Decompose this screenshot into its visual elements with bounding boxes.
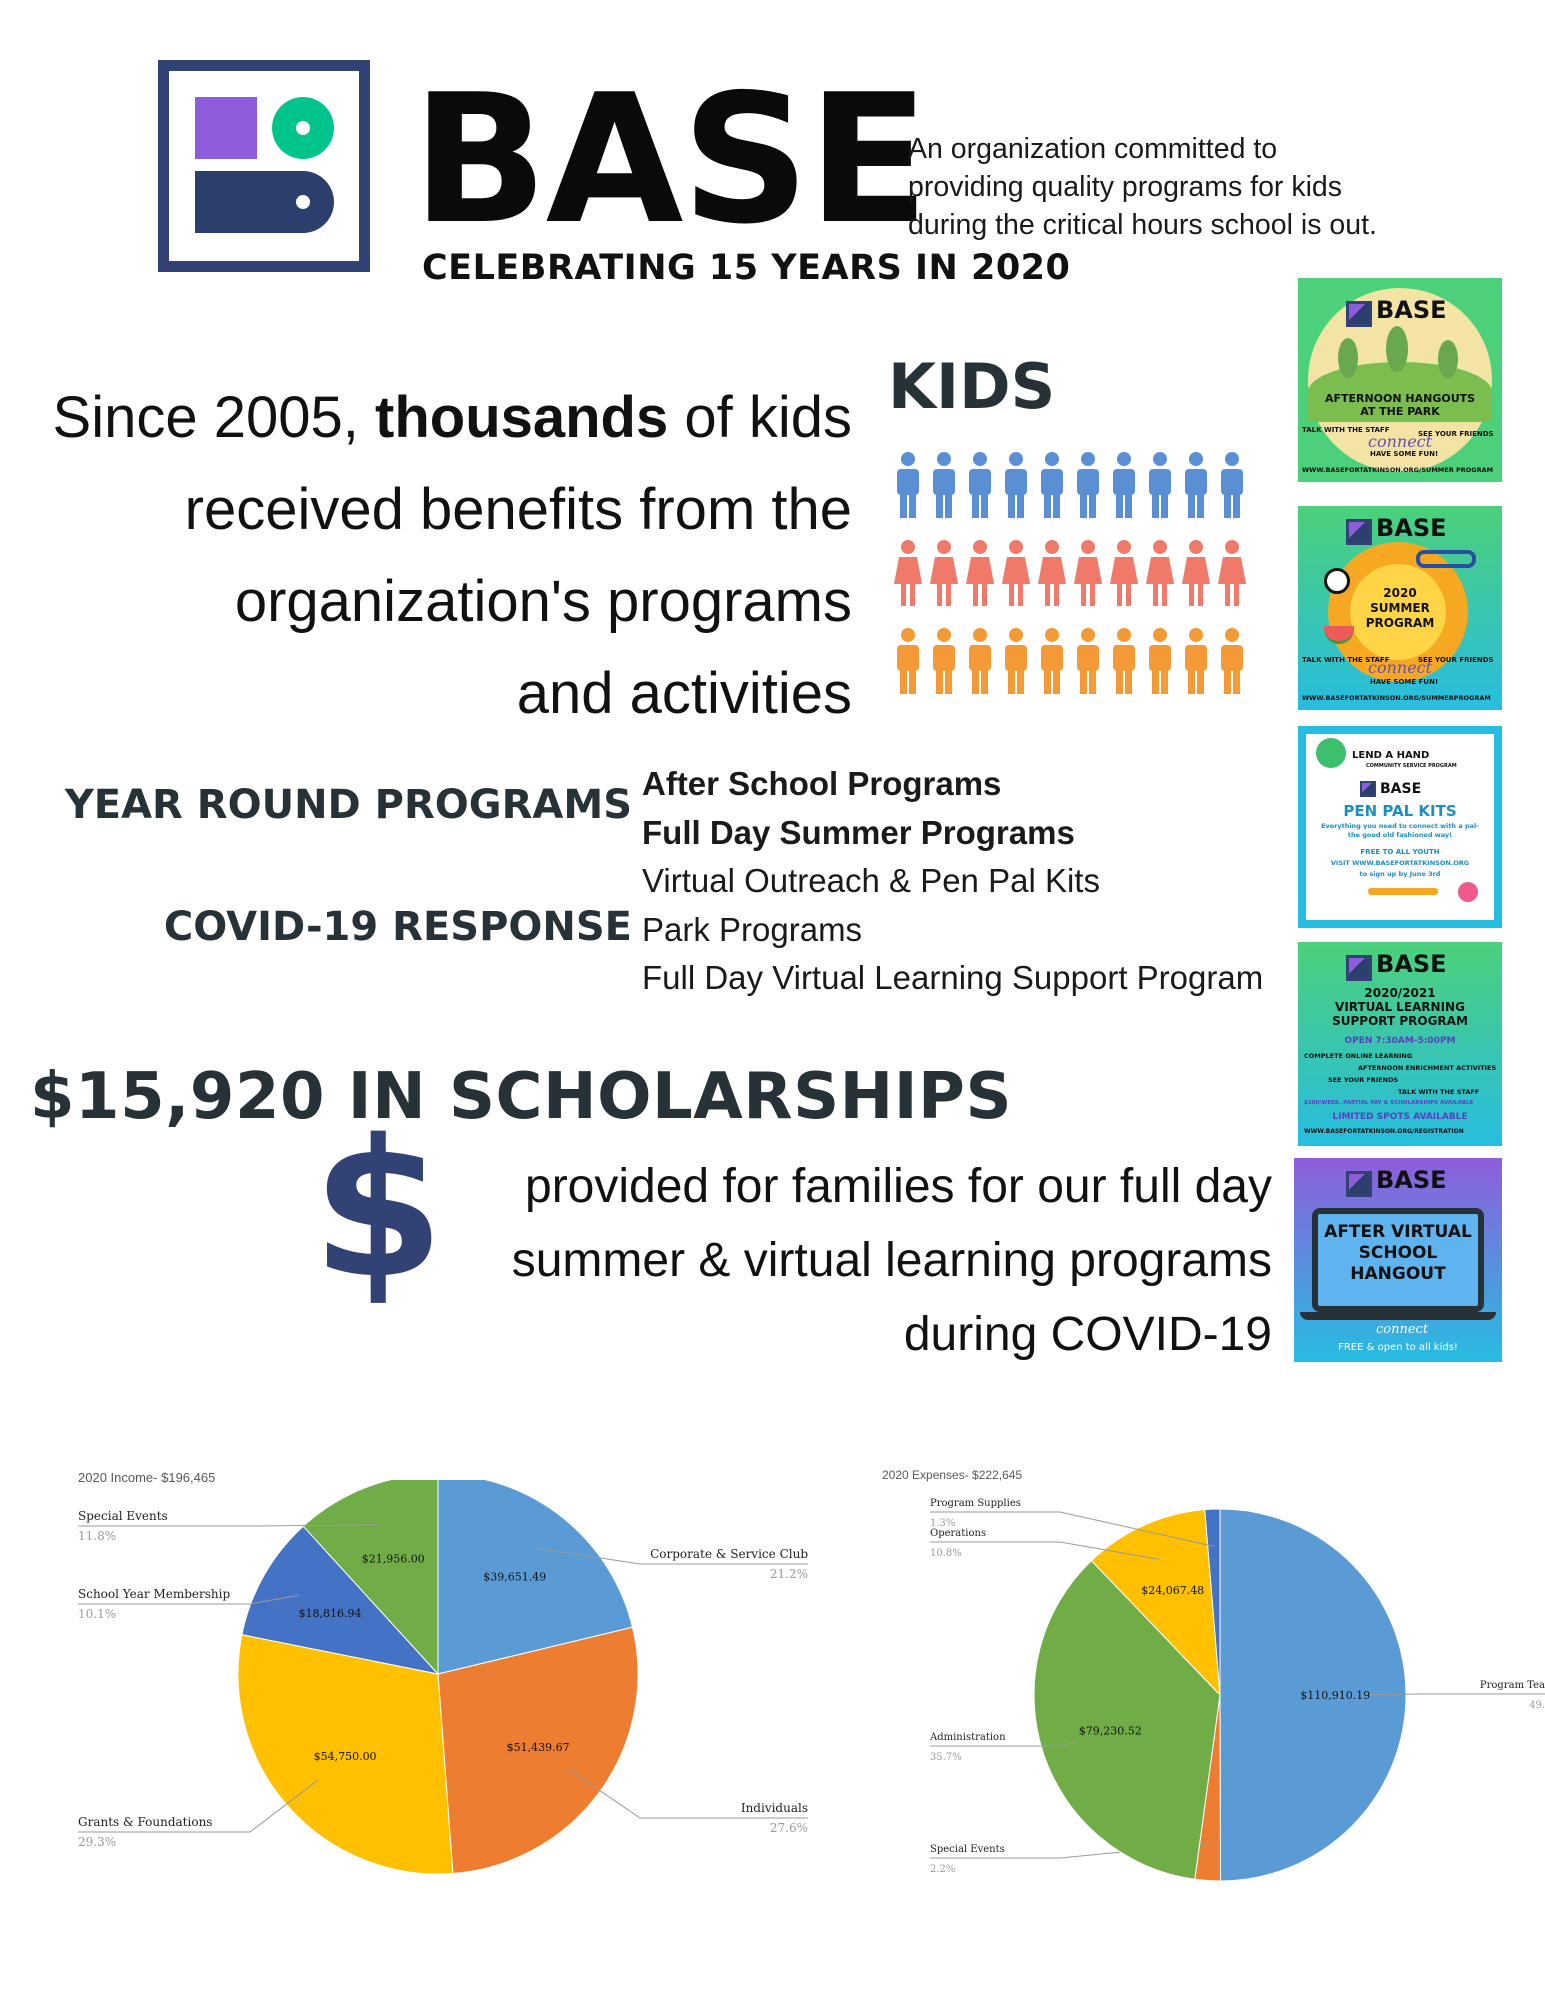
tagline-line: during the critical hours school is out.: [908, 209, 1377, 241]
kids-title: KIDS: [888, 350, 1056, 423]
celebrating-banner: CELEBRATING 15 YEARS IN 2020: [422, 248, 1071, 288]
brand-name: BASE: [412, 56, 928, 263]
boy-figure-icon: [1221, 628, 1243, 694]
park-talk: TALK WITH THE STAFF: [1302, 426, 1390, 434]
park-title-line2: AT THE PARK: [1360, 405, 1440, 418]
park-url: WWW.BASEFORTATKINSON.ORG/SUMMER PROGRAM: [1302, 466, 1494, 474]
hangout-title-line3: HANGOUT: [1350, 1264, 1446, 1284]
kids-statement-line3: organization's programs: [234, 569, 852, 634]
program-item: After School Programs: [642, 765, 1002, 802]
penpal-signup: to sign up by June 3rd: [1359, 870, 1441, 878]
boy-figure-icon: [1185, 628, 1207, 694]
pie-value-label: $39,651.49: [483, 1570, 547, 1584]
penpal-sub: Everything you need to connect with a pal- the good old fashioned way!: [1321, 822, 1479, 839]
hand-icon: [1316, 738, 1346, 768]
tree-icon: [1338, 338, 1358, 378]
boy-figure-icon: [1185, 452, 1207, 518]
virtual-line: LIMITED SPOTS AVAILABLE: [1332, 1112, 1468, 1122]
hangout-free: FREE & open to all kids!: [1338, 1342, 1458, 1353]
kids-statement-prefix: Since 2005,: [52, 385, 376, 450]
virtual-line: AFTERNOON ENRICHMENT ACTIVITIES: [1358, 1064, 1497, 1072]
boy-figure-icon: [1113, 452, 1135, 518]
thumb-brand: [1346, 1166, 1447, 1197]
girl-figure-icon: [1038, 540, 1066, 606]
logo: [158, 60, 370, 272]
hangout-title-line2: SCHOOL: [1358, 1243, 1438, 1263]
tagline-line: An organization committed to: [908, 133, 1278, 165]
scholarships-line: provided for families for our full day: [525, 1160, 1272, 1213]
pie-category-label: Special Events: [78, 1509, 168, 1523]
pie-percent-label: 1.3%: [930, 1518, 956, 1529]
virtual-url: WWW.BASEFORTATKINSON.ORG/REGISTRATION: [1304, 1128, 1464, 1135]
thumb-summer-program: [1298, 506, 1502, 710]
park-connect: connect: [1368, 432, 1433, 451]
virtual-title-line3: SUPPORT PROGRAM: [1332, 1014, 1468, 1028]
summer-title-line3: PROGRAM: [1365, 616, 1435, 630]
pie-category-label: Grants & Foundations: [78, 1815, 213, 1829]
pie-percent-label: 21.2%: [769, 1567, 808, 1581]
thumb-brand: [1346, 514, 1447, 545]
virtual-line: SEE YOUR FRIENDS: [1328, 1076, 1399, 1084]
park-title-line1: AFTERNOON HANGOUTS: [1324, 392, 1476, 405]
pencil-icon: [1368, 888, 1438, 895]
mini-logo-icon: [1346, 1171, 1372, 1197]
thumb-after-virtual-hangout: [1294, 1158, 1502, 1362]
expenses-chart-title: 2020 Expenses- $222,645: [882, 1468, 1023, 1482]
pie-category-label: Operations: [930, 1528, 987, 1539]
pie-percent-label: 49.: [1529, 1700, 1545, 1711]
program-item: Park Programs: [642, 910, 863, 948]
income-pie-chart: [0, 1480, 820, 1920]
program-item: Full Day Summer Programs: [642, 813, 1075, 851]
thumb-brand-text: BASE: [1376, 296, 1447, 324]
penpal-lend-sub: COMMUNITY SERVICE PROGRAM: [1366, 763, 1457, 769]
thumb-brand: [1346, 950, 1447, 981]
tree-icon: [1386, 326, 1408, 372]
logo-navy-dot: [296, 195, 310, 209]
tagline: [908, 130, 1428, 244]
pie-percent-label: 29.3%: [78, 1835, 117, 1849]
boy-figure-icon: [933, 628, 955, 694]
boy-figure-icon: [1077, 452, 1099, 518]
scholarships-line: summer & virtual learning programs: [511, 1234, 1272, 1287]
girl-figure-icon: [1074, 540, 1102, 606]
program-item: Virtual Outreach & Pen Pal Kits: [642, 862, 1100, 899]
hangout-title: [1294, 1222, 1502, 1285]
kids-row-coral: [890, 540, 1250, 608]
summer-see: SEE YOUR FRIENDS: [1418, 656, 1494, 664]
pie-leader-line: [1369, 1694, 1545, 1695]
thumb-brand-text: BASE: [1376, 514, 1447, 542]
mini-logo-icon: [1346, 519, 1372, 545]
heart-icon: [1458, 882, 1478, 902]
pie-percent-label: 2.2%: [930, 1864, 956, 1875]
girl-figure-icon: [1182, 540, 1210, 606]
laptop-base: [1300, 1312, 1496, 1320]
pie-value-label: $110,910.19: [1300, 1688, 1371, 1702]
summer-talk: TALK WITH THE STAFF: [1302, 656, 1390, 664]
mini-logo-icon: [1346, 301, 1372, 327]
park-see: SEE YOUR FRIENDS: [1418, 430, 1494, 438]
girl-figure-icon: [1146, 540, 1174, 606]
summer-title-line2: SUMMER: [1370, 601, 1430, 615]
boy-figure-icon: [1041, 452, 1063, 518]
scholarships-description: [430, 1150, 1272, 1372]
logo-purple-block: [195, 97, 257, 159]
tree-icon: [1438, 340, 1458, 378]
summer-title: [1298, 586, 1502, 631]
boy-figure-icon: [1005, 628, 1027, 694]
thumb-brand-text: BASE: [1376, 1166, 1447, 1194]
pie-category-label: Special Events: [930, 1844, 1005, 1855]
boy-figure-icon: [1113, 628, 1135, 694]
covid-heading: COVID-19 RESPONSE: [163, 904, 632, 950]
virtual-title-line2: VIRTUAL LEARNING: [1335, 1000, 1465, 1014]
hangout-title-line1: AFTER VIRTUAL: [1324, 1222, 1472, 1242]
park-fun: HAVE SOME FUN!: [1370, 450, 1439, 458]
girl-figure-icon: [1002, 540, 1030, 606]
pie-value-label: $24,067.48: [1141, 1583, 1205, 1597]
kids-statement: [20, 372, 852, 740]
kids-statement-line1: [20, 372, 852, 464]
girl-figure-icon: [1218, 540, 1246, 606]
kids-row-orange: [890, 628, 1250, 696]
pie-value-label: $51,439.67: [506, 1741, 570, 1755]
summer-connect: connect: [1368, 658, 1433, 677]
program-item: Full Day Virtual Learning Support Program: [642, 959, 1264, 996]
pie-value-label: $18,816.94: [298, 1606, 362, 1620]
boy-figure-icon: [1041, 628, 1063, 694]
kids-row-blue: [890, 452, 1250, 520]
penpal-visit: VISIT WWW.BASEFORTATKINSON.ORG: [1330, 859, 1470, 867]
penpal-title: PEN PAL KITS: [1343, 802, 1457, 820]
boy-figure-icon: [969, 628, 991, 694]
thumb-brand: [1346, 296, 1447, 327]
virtual-title-line1: 2020/2021: [1364, 986, 1436, 1000]
park-title: [1298, 392, 1502, 418]
pie-percent-label: 27.6%: [769, 1821, 808, 1835]
program-list: [642, 760, 1302, 1003]
virtual-open: OPEN 7:30AM-5:00PM: [1344, 1036, 1456, 1046]
virtual-title: [1298, 986, 1502, 1028]
boy-figure-icon: [897, 452, 919, 518]
summer-fun: HAVE SOME FUN!: [1370, 678, 1439, 686]
expenses-pie-chart: [860, 1480, 1545, 1920]
sunglasses-icon: [1416, 550, 1476, 568]
pie-percent-label: 11.8%: [78, 1529, 117, 1543]
pie-category-label: Program Supplies: [930, 1498, 1021, 1509]
kids-statement-line4: and activities: [516, 661, 852, 726]
thumb-brand-text: BASE: [1376, 950, 1447, 978]
pie-percent-label: 35.7%: [930, 1752, 962, 1763]
pie-category-label: Administration: [930, 1732, 1006, 1743]
boy-figure-icon: [897, 628, 919, 694]
boy-figure-icon: [969, 452, 991, 518]
boy-figure-icon: [933, 452, 955, 518]
income-chart-title: 2020 Income- $196,465: [78, 1470, 216, 1485]
kids-statement-rest: of kids: [668, 385, 852, 450]
tagline-line: providing quality programs for kids: [908, 171, 1343, 203]
virtual-line: COMPLETE ONLINE LEARNING: [1304, 1052, 1413, 1060]
kids-statement-bold: thousands: [375, 385, 669, 450]
logo-navy-block: [195, 171, 334, 233]
virtual-line: TALK WITH THE STAFF: [1398, 1088, 1480, 1096]
girl-figure-icon: [966, 540, 994, 606]
scholarships-heading: $15,920 IN SCHOLARSHIPS: [30, 1060, 1013, 1134]
thumb-brand-text: BASE: [1380, 781, 1422, 797]
kids-statement-line2: received benefits from the: [184, 477, 852, 542]
thumb-park-hangouts: [1298, 278, 1502, 482]
virtual-line: $100/WEEK. PARTIAL PAY & SCHOLARSHIPS AVAILABLE: [1304, 1100, 1474, 1106]
summer-url: WWW.BASEFORTATKINSON.ORG/SUMMERPROGRAM: [1302, 694, 1491, 702]
pie-value-label: $54,750.00: [313, 1750, 377, 1764]
pie-category-label: Individuals: [740, 1801, 808, 1815]
dollar-icon: $: [312, 1099, 445, 1320]
pie-category-label: School Year Membership: [78, 1587, 231, 1601]
thumb-brand: [1360, 778, 1421, 797]
thumb-virtual-learning: [1298, 942, 1502, 1146]
mini-logo-icon: [1346, 955, 1372, 981]
girl-figure-icon: [894, 540, 922, 606]
pie-percent-label: 10.1%: [78, 1607, 117, 1621]
penpal-free: FREE TO ALL YOUTH: [1360, 848, 1440, 856]
boy-figure-icon: [1005, 452, 1027, 518]
boy-figure-icon: [1149, 628, 1171, 694]
logo-green-dot: [296, 121, 310, 135]
penpal-lend: LEND A HAND: [1352, 750, 1430, 761]
boy-figure-icon: [1221, 452, 1243, 518]
hangout-connect: connect: [1376, 1322, 1429, 1337]
boy-figure-icon: [1149, 452, 1171, 518]
pie-value-label: $79,230.52: [1078, 1724, 1142, 1738]
girl-figure-icon: [930, 540, 958, 606]
year-round-heading: YEAR ROUND PROGRAMS: [64, 782, 632, 828]
girl-figure-icon: [1110, 540, 1138, 606]
summer-title-line1: 2020: [1383, 586, 1417, 600]
boy-figure-icon: [1077, 628, 1099, 694]
pie-value-label: $21,956.00: [361, 1552, 425, 1566]
pie-percent-label: 10.8%: [930, 1548, 962, 1559]
pie-category-label: Program Tea: [1479, 1680, 1545, 1691]
mini-logo-icon: [1360, 781, 1376, 797]
thumb-pen-pal-kits: [1298, 726, 1502, 928]
pie-category-label: Corporate & Service Club: [650, 1547, 808, 1561]
scholarships-line: during COVID-19: [903, 1308, 1272, 1361]
